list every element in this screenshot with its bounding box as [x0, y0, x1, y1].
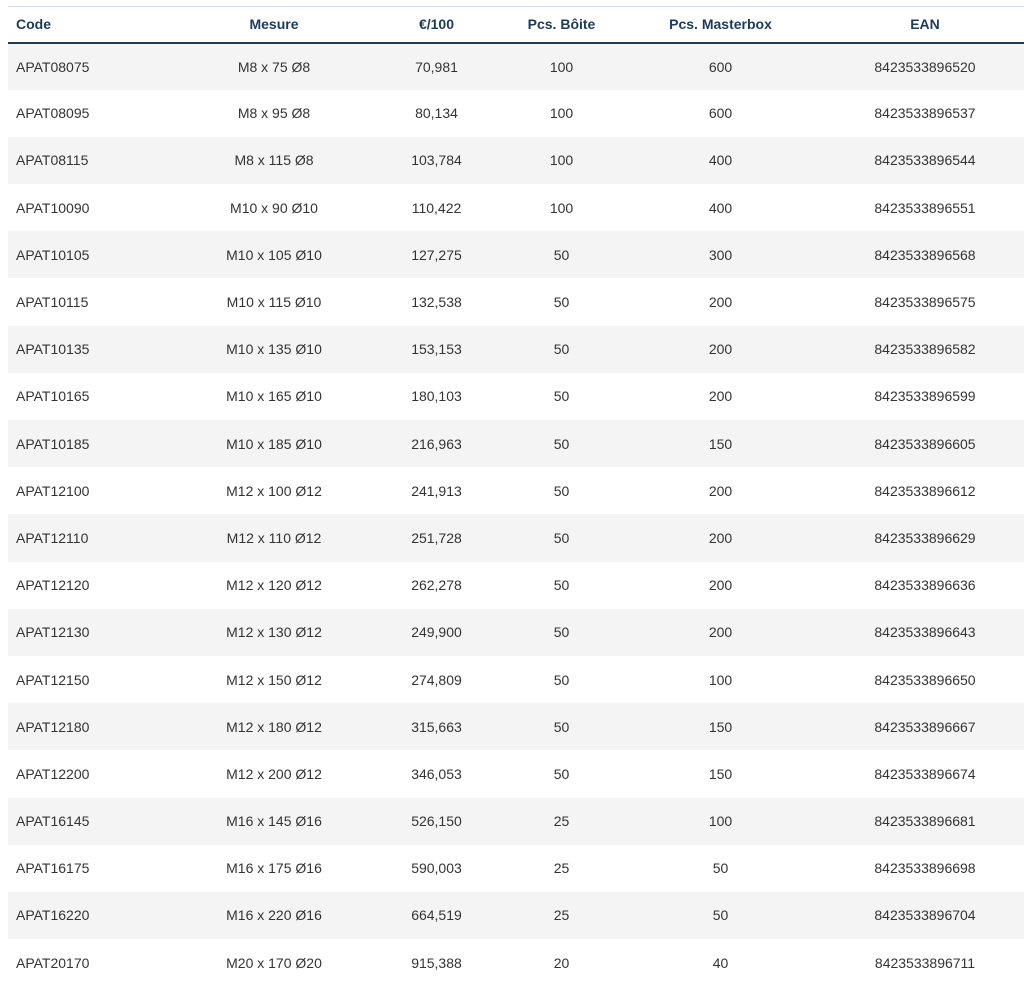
- cell-mesure: M8 x 115 Ø8: [234, 152, 314, 169]
- header-pcs-masterbox: Pcs. Masterbox: [669, 16, 772, 33]
- cell-pcs-masterbox: 200: [708, 529, 733, 546]
- cell-code: APAT10090: [16, 199, 90, 216]
- header-pcs-box: Pcs. Bôite: [527, 16, 596, 33]
- table-header-row: [8, 7, 1024, 43]
- table-row: [8, 231, 1024, 278]
- cell-price: 103,784: [411, 152, 462, 169]
- cell-pcs-masterbox: 40: [712, 954, 729, 971]
- product-table-container: [8, 6, 1024, 986]
- table-row: [8, 43, 1024, 90]
- cell-code: APAT12130: [16, 624, 90, 641]
- cell-ean: 8423533896582: [874, 341, 976, 358]
- table-row: [8, 703, 1024, 750]
- cell-ean: 8423533896681: [874, 813, 976, 830]
- cell-pcs-box: 100: [549, 199, 574, 216]
- cell-code: APAT16175: [16, 860, 90, 877]
- cell-price: 241,913: [411, 482, 462, 499]
- table-row: [8, 184, 1024, 231]
- cell-pcs-masterbox: 200: [708, 294, 733, 311]
- cell-pcs-box: 50: [553, 341, 570, 358]
- cell-pcs-masterbox: 600: [708, 58, 733, 75]
- cell-pcs-masterbox: 200: [708, 341, 733, 358]
- cell-ean: 8423533896698: [874, 860, 976, 877]
- header-price: €/100: [418, 16, 455, 33]
- cell-code: APAT12150: [16, 671, 90, 688]
- cell-mesure: M12 x 100 Ø12: [226, 482, 322, 499]
- cell-mesure: M10 x 185 Ø10: [226, 435, 322, 452]
- cell-ean: 8423533896520: [874, 58, 976, 75]
- cell-price: 315,663: [411, 718, 462, 735]
- cell-pcs-box: 100: [549, 152, 574, 169]
- table-row: [8, 137, 1024, 184]
- cell-price: 132,538: [411, 294, 462, 311]
- cell-pcs-masterbox: 50: [712, 907, 729, 924]
- table-row: [8, 326, 1024, 373]
- cell-price: 153,153: [411, 341, 462, 358]
- cell-mesure: M12 x 120 Ø12: [226, 577, 322, 594]
- cell-price: 249,900: [411, 624, 462, 641]
- cell-pcs-box: 50: [553, 294, 570, 311]
- table-row: [8, 892, 1024, 939]
- table-row: [8, 90, 1024, 137]
- cell-pcs-box: 25: [553, 860, 570, 877]
- cell-mesure: M10 x 105 Ø10: [226, 246, 322, 263]
- cell-ean: 8423533896605: [874, 435, 976, 452]
- cell-mesure: M20 x 170 Ø20: [226, 954, 322, 971]
- header-mesure: Mesure: [249, 16, 299, 33]
- cell-mesure: M10 x 165 Ø10: [226, 388, 322, 405]
- cell-ean: 8423533896544: [874, 152, 976, 169]
- cell-code: APAT10135: [16, 341, 90, 358]
- cell-pcs-masterbox: 200: [708, 482, 733, 499]
- product-table: [8, 6, 1024, 986]
- table-row: [8, 420, 1024, 467]
- cell-ean: 8423533896674: [874, 765, 976, 782]
- cell-ean: 8423533896636: [874, 577, 976, 594]
- cell-pcs-box: 50: [553, 435, 570, 452]
- cell-mesure: M8 x 75 Ø8: [237, 58, 311, 75]
- cell-ean: 8423533896650: [874, 671, 976, 688]
- cell-code: APAT10185: [16, 435, 90, 452]
- cell-code: APAT16220: [16, 907, 90, 924]
- header-ean: EAN: [910, 16, 940, 33]
- cell-pcs-box: 25: [553, 813, 570, 830]
- cell-price: 216,963: [411, 435, 462, 452]
- cell-pcs-masterbox: 100: [708, 671, 733, 688]
- cell-mesure: M10 x 90 Ø10: [230, 199, 318, 216]
- table-row: [8, 750, 1024, 797]
- cell-pcs-box: 50: [553, 718, 570, 735]
- cell-price: 915,388: [411, 954, 462, 971]
- cell-mesure: M12 x 150 Ø12: [226, 671, 322, 688]
- cell-price: 274,809: [411, 671, 462, 688]
- cell-ean: 8423533896537: [874, 105, 976, 122]
- cell-pcs-masterbox: 200: [708, 388, 733, 405]
- table-row: [8, 514, 1024, 561]
- cell-mesure: M12 x 180 Ø12: [226, 718, 322, 735]
- cell-pcs-masterbox: 50: [712, 860, 729, 877]
- cell-price: 110,422: [411, 199, 462, 216]
- cell-ean: 8423533896667: [874, 718, 976, 735]
- table-header: [8, 7, 1024, 43]
- cell-mesure: M16 x 175 Ø16: [226, 860, 322, 877]
- cell-mesure: M8 x 95 Ø8: [237, 105, 311, 122]
- cell-pcs-box: 50: [553, 671, 570, 688]
- cell-mesure: M16 x 220 Ø16: [226, 907, 322, 924]
- cell-code: APAT12100: [16, 482, 90, 499]
- cell-ean: 8423533896551: [874, 199, 976, 216]
- cell-price: 180,103: [411, 388, 462, 405]
- table-row: [8, 656, 1024, 703]
- cell-pcs-masterbox: 600: [708, 105, 733, 122]
- cell-price: 526,150: [411, 813, 462, 830]
- cell-mesure: M10 x 115 Ø10: [226, 294, 322, 311]
- cell-pcs-box: 50: [553, 482, 570, 499]
- cell-ean: 8423533896612: [874, 482, 976, 499]
- cell-pcs-masterbox: 100: [708, 813, 733, 830]
- cell-ean: 8423533896629: [874, 529, 976, 546]
- cell-pcs-masterbox: 300: [708, 246, 733, 263]
- cell-mesure: M12 x 110 Ø12: [226, 529, 322, 546]
- cell-pcs-box: 50: [553, 624, 570, 641]
- header-code: Code: [16, 16, 51, 33]
- table-row: [8, 609, 1024, 656]
- cell-code: APAT08095: [16, 105, 90, 122]
- cell-code: APAT12120: [16, 577, 90, 594]
- cell-code: APAT08115: [16, 152, 89, 169]
- cell-code: APAT12200: [16, 765, 90, 782]
- cell-pcs-masterbox: 150: [708, 765, 733, 782]
- cell-price: 70,981: [415, 58, 458, 75]
- cell-price: 251,728: [411, 529, 462, 546]
- cell-ean: 8423533896643: [874, 624, 976, 641]
- cell-pcs-masterbox: 200: [708, 624, 733, 641]
- cell-pcs-box: 50: [553, 577, 570, 594]
- cell-mesure: M12 x 200 Ø12: [226, 765, 322, 782]
- table-row: [8, 939, 1024, 986]
- table-body: [8, 43, 1024, 987]
- cell-pcs-box: 100: [549, 105, 574, 122]
- table-row: [8, 467, 1024, 514]
- cell-pcs-box: 50: [553, 388, 570, 405]
- cell-ean: 8423533896568: [874, 246, 976, 263]
- cell-code: APAT20170: [16, 954, 90, 971]
- cell-mesure: M10 x 135 Ø10: [226, 341, 322, 358]
- cell-price: 262,278: [411, 577, 462, 594]
- cell-ean: 8423533896711: [874, 954, 976, 971]
- cell-pcs-masterbox: 150: [708, 718, 733, 735]
- table-row: [8, 798, 1024, 845]
- cell-pcs-box: 50: [553, 529, 570, 546]
- cell-price: 346,053: [411, 765, 462, 782]
- cell-price: 127,275: [411, 246, 462, 263]
- cell-pcs-box: 25: [553, 907, 570, 924]
- cell-pcs-masterbox: 200: [708, 577, 733, 594]
- cell-ean: 8423533896599: [874, 388, 976, 405]
- cell-code: APAT12180: [16, 718, 90, 735]
- cell-code: APAT10115: [16, 294, 89, 311]
- cell-code: APAT10165: [16, 388, 90, 405]
- table-row: [8, 278, 1024, 325]
- table-row: [8, 373, 1024, 420]
- cell-pcs-masterbox: 150: [708, 435, 733, 452]
- cell-pcs-masterbox: 400: [708, 152, 733, 169]
- cell-code: APAT10105: [16, 246, 90, 263]
- cell-code: APAT08075: [16, 58, 90, 75]
- cell-pcs-box: 50: [553, 765, 570, 782]
- cell-price: 80,134: [415, 105, 458, 122]
- table-row: [8, 562, 1024, 609]
- cell-pcs-masterbox: 400: [708, 199, 733, 216]
- cell-ean: 8423533896575: [874, 294, 976, 311]
- cell-mesure: M16 x 145 Ø16: [226, 813, 322, 830]
- cell-pcs-box: 100: [549, 58, 574, 75]
- cell-code: APAT16145: [16, 813, 90, 830]
- cell-pcs-box: 20: [553, 954, 570, 971]
- cell-price: 664,519: [411, 907, 462, 924]
- cell-ean: 8423533896704: [874, 907, 976, 924]
- table-row: [8, 845, 1024, 892]
- cell-code: APAT12110: [16, 529, 89, 546]
- cell-pcs-box: 50: [553, 246, 570, 263]
- cell-mesure: M12 x 130 Ø12: [226, 624, 322, 641]
- cell-price: 590,003: [411, 860, 462, 877]
